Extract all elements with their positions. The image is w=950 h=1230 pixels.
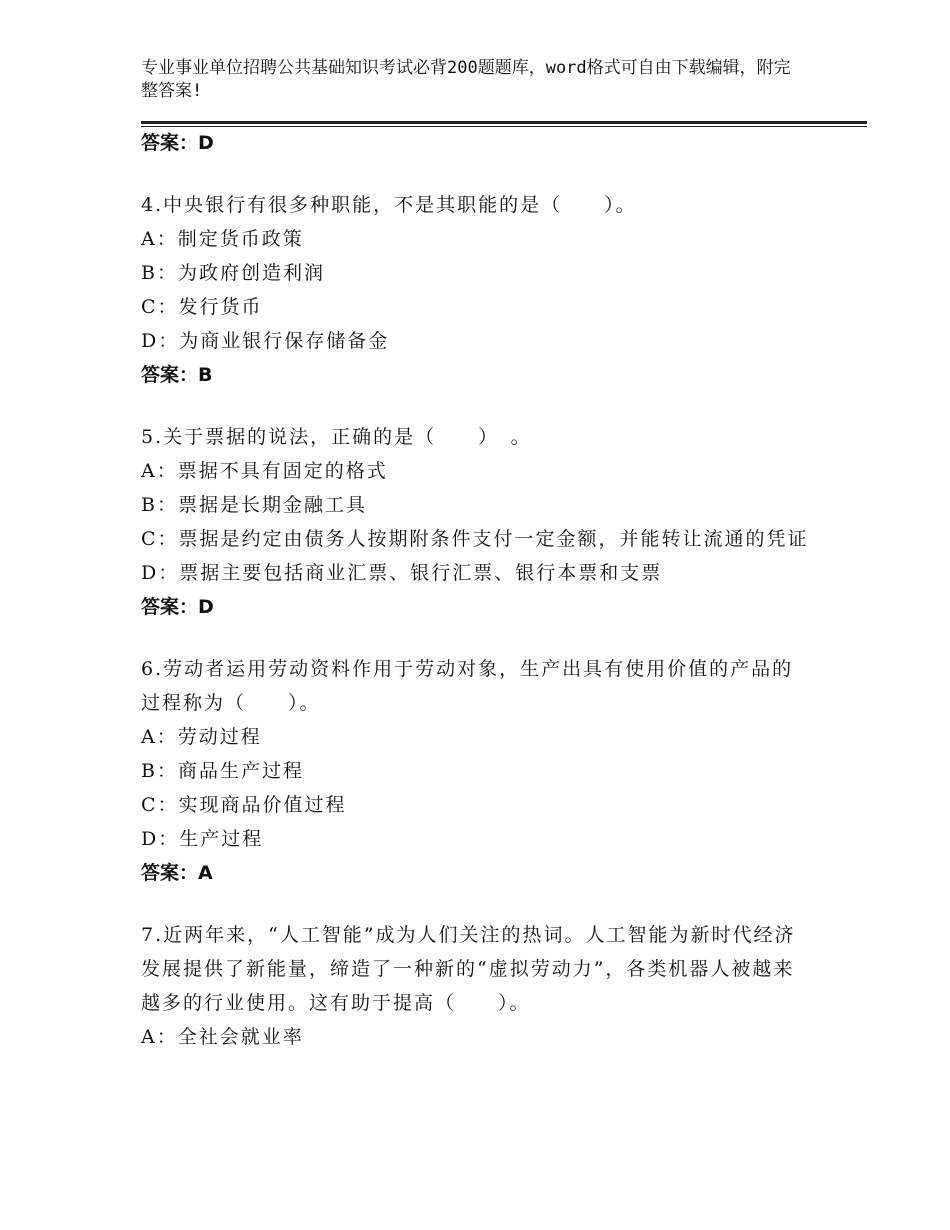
option-a: A：劳动过程 — [141, 726, 262, 748]
question-content — [141, 128, 811, 1054]
question-6 — [141, 652, 811, 888]
answer: 答案：D — [141, 596, 214, 618]
question-stem: 4.中央银行有很多种职能，不是其职能的是（ ）。 — [141, 194, 637, 216]
option-d: D：生产过程 — [141, 828, 264, 850]
header-rule-thin — [141, 126, 867, 127]
option-c: C：实现商品价值过程 — [141, 794, 347, 816]
question-5 — [141, 420, 811, 622]
option-d: D：票据主要包括商业汇票、银行汇票、银行本票和支票 — [141, 562, 663, 584]
option-c: C：票据是约定由债务人按期附条件支付一定金额，并能转让流通的凭证 — [141, 528, 809, 550]
header-rule-thick — [141, 121, 867, 124]
answer: 答案：B — [141, 364, 213, 386]
option-a: A：全社会就业率 — [141, 1026, 304, 1048]
option-b: B：为政府创造利润 — [141, 262, 325, 284]
question-7 — [141, 918, 811, 1054]
option-a: A：票据不具有固定的格式 — [141, 460, 388, 482]
answer: 答案：A — [141, 862, 213, 884]
question-4 — [141, 188, 811, 390]
document-header: 专业事业单位招聘公共基础知识考试必背200题题库，word格式可自由下载编辑，附完整答案! — [141, 58, 791, 101]
option-b: B：商品生产过程 — [141, 760, 304, 782]
option-d: D：为商业银行保存储备金 — [141, 330, 390, 352]
question-stem: 7.近两年来，“人工智能”成为人们关注的热词。人工智能为新时代经济发展提供了新能量，缔造了一种新的“虚拟劳动力”，各类机器人被越来越多的行业使用。这有助于提高（ ）。 — [141, 924, 796, 1014]
option-c: C：发行货币 — [141, 296, 263, 318]
option-a: A：制定货币政策 — [141, 228, 304, 250]
option-b: B：票据是长期金融工具 — [141, 494, 367, 516]
question-stem: 5.关于票据的说法，正确的是（ ） 。 — [141, 426, 532, 448]
previous-answer: 答案：D — [141, 132, 214, 154]
question-stem: 6.劳动者运用劳动资料作用于劳动对象，生产出具有使用价值的产品的过程称为（ ）。 — [141, 658, 794, 714]
